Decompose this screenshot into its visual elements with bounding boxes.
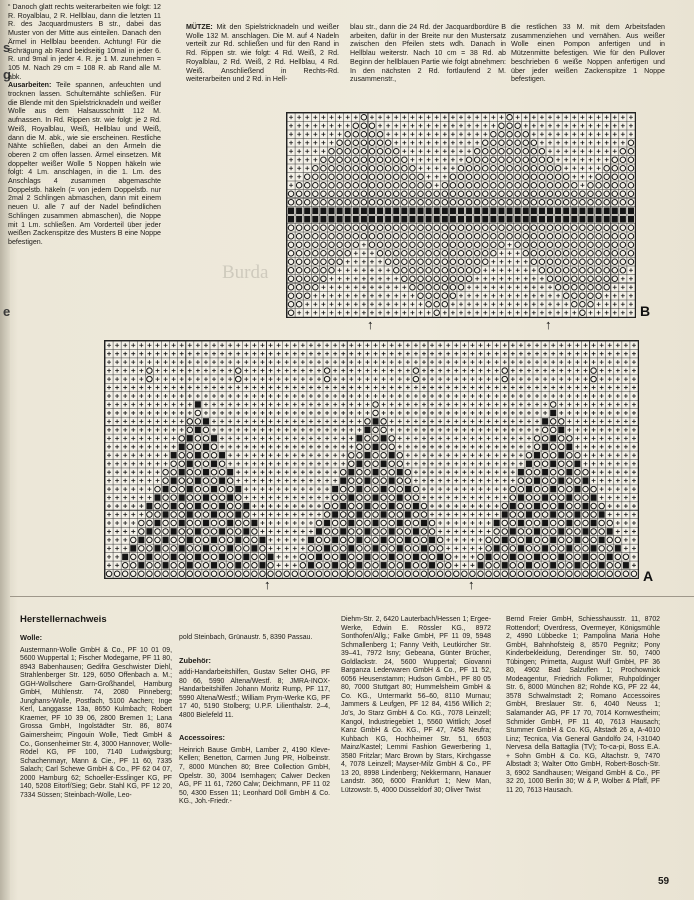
watermark: Burda [222,262,269,283]
chart-b-grid [287,113,635,317]
repeat-arrow-icon: ↑ [264,577,271,592]
directory-text: Diehm-Str. 2, 6420 Lauterbach/Hessen 1; Ergee-Werke, Edwin E. Rössler KG., 8972 Sonthofen/Allg.; Falke GmbH, PF 11 09, 5948 Schmallenberg 1; Fanny Veith, Leutkircher Str. 39–41, 7972 Isny; Gebeana, Günter Brücher, Goldlackstr. 24, 5600 Wuppertal; Giovanni Barganza Lederwaren GmbH & Co., PF 11 52, 6056 Heusenstamm; Hudson GmbH., PF 80 05 80, 7000 Stuttgart 80; Hummelsheim GmbH & Co. KG., Untermarkt 56–60, 8110 Murnau; Jammers & Leufgen, PF 12 84, 4156 Willich 2; Jo's, Jo Starz GmbH & Co. KG., 7078 Leinzell; Kangol, Industriegebiet 1, 5560 Wittlich; Josef Kanz GmbH & Co. KG., PF 47, 7458 Neufra; Kuhbach KG, Hochheimer Str. 51, 6503 Mainz/Kastel; Lemmi Fashion Gewerbering 1, 3580 Fritzlar; Marc Brown by Stars, Kirchgasse 4, 7078 Leinzell; Mayser-Milz GmbH & Co., PF 13 20, 8998 Lindenberg; Nekkermann, Hanauer Landstr. 360, 6000 Frankfurt 1; New Man, Lützowstr. 5, 4000 Düsseldorf 30; Oliver Twist [341,616,491,794]
instructions-text: Mit den Spielstricknadeln und weißer Wolle 132 M. anschlagen. Die M. auf 4 Nadeln verteilt zur Rd. schließen und für den Rand in Rd. Rippen str. wie folgt: 4 Rd. Weiß, 2 Rd. Royalblau, 2 Rd. Weiß, 2 Rd. Hellblau, 4 Rd. Weiß. Anschließend in Rechts-Rd. weiterarbeiten und 2 Rd. in Hell- [186,23,339,84]
directory-text: Bernd Freier GmbH, Schiesshausstr. 11, 8702 Rottendorf; Overdress, Overmeyer, Königsmühle 2, 4990 Lübbecke 1; Pampolina Maria Hohe GmbH, Bahnhofsteig 8, 8570 Pegnitz; Pony Kinderbekleidung, Derendinger Str. 50, 7400 Tübingen; Primetta, August Wulf GmbH, PF 36 80, 4902 Bad Salzuflen 1; Prochownick Modeagentur, Friedrich Folkmer, Ruhpoldinger Str. 6, 8000 München 82; Rohde KG, PF 22 44, 3578 Schwalmstadt 2; Romano Accessoires GmbH, Breslauer Str. 6, 4040 Neuss 1; Salamander AG, PF 17 70, 7014 Kornwestheim; Schmider GmbH, PF 11 40, 7613 Hausach; Stummer GmbH & Co. KG, Altstadt 26 a, A-4010 Linz; Tecnica, Via General Gandolfo 24, I-31040 Nervesa della Battaglia (TV); To-ca-pi, Boss E.A. + Sohn GmbH & Co. KG, Altachstr. 9, 7470 Albstadt 3; Walter Otto GmbH, Robert-Bosch-Str. 3, 6902 Sandhausen; Weigand GmbH & Co., PF 32 20, 1000 Berlin 30; W & P, Wolber & Pfaff, PF 11 20, 7613 Hausach. [506,616,660,794]
section-divider [10,596,694,597]
directory-text: pold Steinbach, Grünaustr. 5, 8390 Passau. [179,634,313,641]
instructions-text: die restlichen 33 M. mit dem Arbeitsfaden zusammenziehen und vernähen. Aus weißer Wolle einen Pompon anfertigen und in Mützenmitte befestigen. Wie für den Pullover beschrieben 6 weiße Noppen anfertigen und über jeder weißen Zackenspitze 1 Noppe befestigen. [511,23,665,84]
page-number: 59 [658,876,670,887]
instructions-text: Teile spannen, anfeuchten und trocknen lassen. Schulternähte schließen. Für die Blende mit den Spielstricknadeln und weißer Wolle aus dem Halsausschnitt 112 M. aufnassen. In Rd. Rippen str. wie folgt: je 2 Rd. Weiß, Royalblau, Weiß, Hellblau und Weiß, dann die M. abk., wie sie erscheinen. Restliche Nähte schließen, dabei an den Ärmeln die oberen 2 cm offen lassen. Ärmel einsetzen. Mit doppelter weißer Wolle 5 Noppen häkeln wie folgt: 4 Lm. anschlagen, in die 1. Lm. des Anschlags 4 zusammen abgemaschte Doppelstb. häkeln (= von jedem Doppelstb. nur 2mal 2 Schlingen abmaschen, dann mit einem neuen U. alle 7 auf der Nadel befindlichen Schlingen zusammen abmaschen), die Noppe mit 1 Lm. schließen. Am Vorderteil über jeder weißen Zackenspitze des Musters B eine Noppe befestigen. [8,81,161,246]
repeat-arrow-icon: ↑ [545,317,552,332]
instructions-column-3 [350,23,506,84]
edge-glyph: e [3,304,11,319]
directory-column-3 [341,616,491,795]
directory-column-1 [20,634,172,800]
instructions-column-2 [186,23,339,84]
directory-text: Austermann-Wolle GmbH & Co., PF 10 01 09, 5600 Wuppertal 1; Fischer Modegarne, PF 11 80, 8943 Babenhausen; Gedifra Geschwister Diehl, Strahlenberger Str. 129, 6050 Offenbach a. M.; GGH-Wollschere Garn-Großhandel, Hamburg GmbH, Mühlenstr. 74, 2080 Pinneberg; Junghans-Wolle, Postfach, 5100 Aachen; Inge Kerl, Langgasse 13a, 8650 Kulmbach; Robert Kraemer, PF 10 39 06, 2800 Bremen 1; Lana Grossa GmbH, Ingolstädter Str. 86, 8074 Gaimersheim; Pingouin Wolle, Tiedt GmbH & Co., Gonsenheimer Str. 4, 3000 Hannover; Wolle-Rödel KG, PF 100, 7140 Ludwigsburg; Schachenmayr, Mann & Cie., PF 11 60, 7335 Salach; Carl Schewe GmbH & Co., PF 62 04 07, 2000 Hamburg 62; Schoeller-Esslinger KG, PF 140, 5208 Eitorf/Sieg; Gebr. Stahl KG, PF 12 20, 7334 Süssen; Steinbach-Wolle, Leo- [20,646,172,799]
directory-text: addi-Handarbeitshilfen, Gustav Selter OHG, PF 80 66, 5990 Altena/Westf. 8; JMRA-INOX-Handarbeitshilfen Johann Moritz Rump, PF 117, 5990 Altena/Westf.; William Prym-Werke KG, PF 17 40, 5190 Stolberg; U.P.F. Lilienthalstr. 2–4, 4800 Bielefeld 11. [179,669,330,719]
instructions-text: blau str., dann die 24 Rd. der Jacquardbordüre B arbeiten, dafür in der Breite nur den Mustersatz zwischen den Pfeilen stets wdh. Danach in Hellblau weiterstr. Nach 10 cm = 38 Rd. ab Beginn der hellblauen Partie wie folgt abnehmen: In den nächsten 2 Rd. fortlaufend 2 M. zusammenstr., [350,23,506,84]
repeat-arrow-icon: ↑ [367,317,374,332]
instructions-column-4 [511,23,665,84]
chart-a-grid [105,341,638,578]
directory-heading: Wolle: [20,633,43,642]
chart-a-label: A [643,568,654,584]
repeat-arrow-icon: ↑ [468,577,475,592]
directory-title: Herstellernachweis [20,614,107,625]
section-heading: MÜTZE: [186,23,213,31]
directory-column-2 [179,634,330,807]
edge-glyph: g [3,67,11,82]
directory-text: Heinrich Bause GmbH, Lamber 2, 4190 Kleve-Kellen; Benetton, Carmen Jung PR, Holbeinstr. 7, 8000 München 80; Bree Collection GmbH, Opelstr. 30, 3004 Isernhagen; Calwer Decken AG, PF 11 61, 7260 Calw; Deichmann, PF 11 02 50, 4300 Essen 11; Leonhard Döll GmbH & Co. KG., Joh.-Friedr.- [179,746,330,806]
directory-column-4 [506,616,660,795]
section-heading: Ausarbeiten: [8,81,52,90]
instructions-column-1 [8,3,161,247]
jacquard-chart-b [286,112,636,318]
edge-glyph: s [3,40,11,55]
jacquard-chart-a [104,340,639,579]
chart-b-label: B [640,303,651,319]
instructions-text: “ Danoch glatt rechts weiterarbeiten wie folgt: 12 R. Royalblau, 2 R. Hellblau, dann die letzten 11 R. des Jacquardmusters B str., dabei das Muster von der Mitte aus einteilen. Danach den Ärmel in Hellblau beenden. Achtung! Für die Schrägung ab Rand beidseitig 10mal in jeder 6. R. und 9mal in jeder 4. R. je 1 M. zunehmen = 105 M. Nach 29 cm = 108 R. ab Rand alle M. abk. [8,3,161,81]
directory-heading: Accessoires: [179,733,226,743]
directory-heading: Zubehör: [179,655,212,665]
